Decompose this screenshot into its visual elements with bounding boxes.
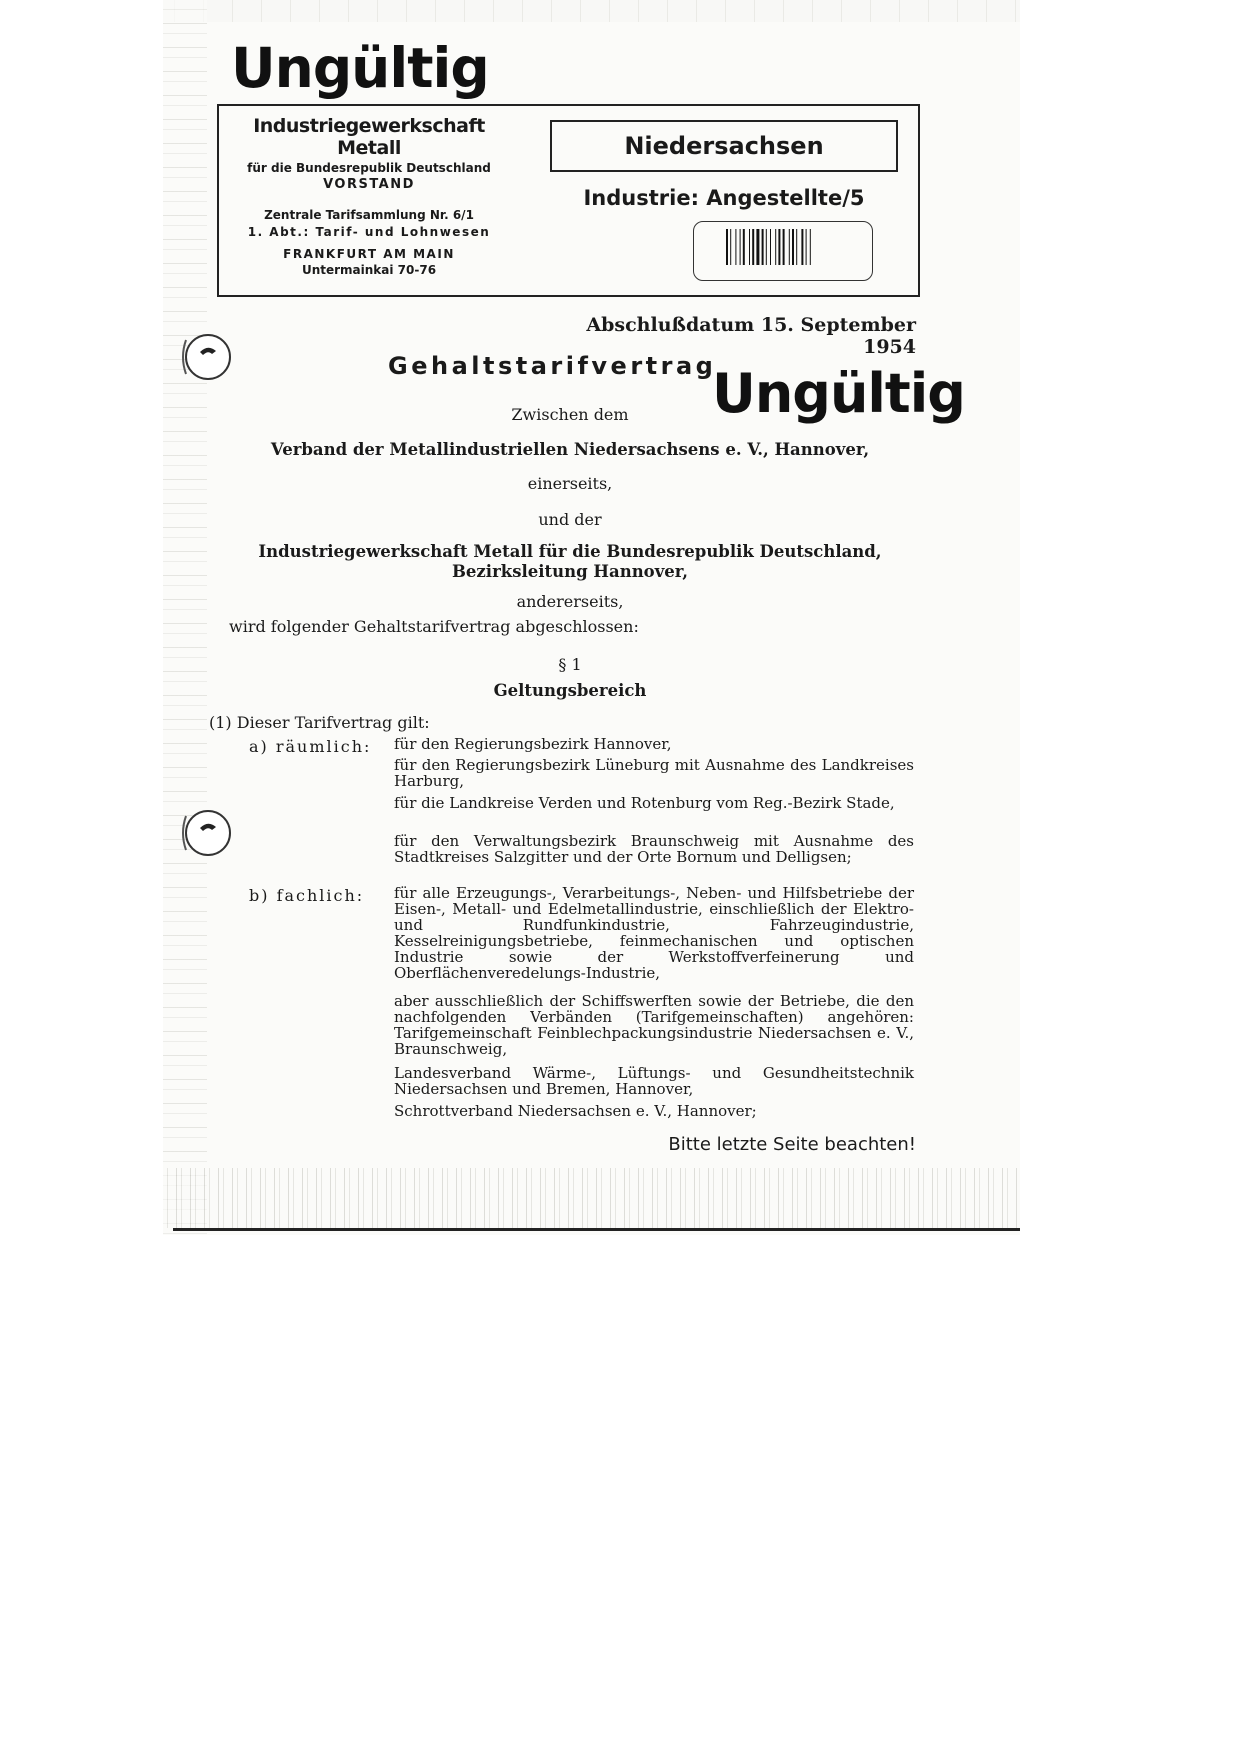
- barcode-bar: [810, 229, 811, 265]
- paragraph-title: Geltungsbereich: [493, 681, 647, 700]
- clause-1: (1) Dieser Tarifvertrag gilt:: [209, 713, 430, 732]
- closing-note: Bitte letzte Seite beachten!: [668, 1134, 916, 1155]
- party-1-role: einerseits,: [527, 474, 613, 493]
- scan-noise-top: [163, 0, 1020, 22]
- scope-spatial-label: a) räumlich:: [249, 737, 372, 756]
- sectoral-item: aber ausschließlich der Schiffswerften sowie der Betriebe, die den nachfolgenden Verbänden (Tarifgemeinschaften) angehören: Tarifgemeinschaft Feinblechpackungsindustrie Niedersachsen e. V., Braunschweig,: [394, 992, 914, 1058]
- spatial-item: für den Regierungsbezirk Lüneburg mit Ausnahme des Landkreises Harburg,: [394, 756, 914, 790]
- barcode-bar: [740, 229, 741, 265]
- barcode-bar: [735, 229, 736, 265]
- scan-noise-bottom: [163, 1168, 1020, 1228]
- barcode-bar: [752, 229, 754, 265]
- paragraph-number: § 1: [558, 655, 582, 674]
- issuer-line-3: Zentrale Tarifsammlung Nr. 6/1: [264, 208, 474, 222]
- party-2-line-1: Industriegewerkschaft Metall für die Bundesrepublik Deutschland,: [258, 542, 882, 561]
- issuer-line-4: 1. Abt.: Tarif- und Lohnwesen: [247, 225, 491, 239]
- barcode-bar: [796, 229, 797, 265]
- conclusion-date: Abschlußdatum 15. September 1954: [586, 314, 916, 358]
- category-label: Industrie: Angestellte/5: [583, 186, 865, 210]
- punch-hole-bottom: [178, 806, 232, 860]
- issuer-line-2: VORSTAND: [323, 177, 415, 192]
- scope-sectoral-label: b) fachlich:: [249, 886, 365, 905]
- region-label: Niedersachsen: [550, 120, 898, 172]
- issuer-address: Untermainkai 70-76: [301, 263, 437, 277]
- barcode-bar: [778, 229, 780, 265]
- issuer-name: Industriegewerkschaft Metall: [253, 115, 485, 159]
- barcode-bar: [775, 229, 776, 265]
- barcode-bar: [726, 229, 728, 265]
- stamp-invalid-top: Ungültig: [231, 36, 489, 100]
- document-title: Gehaltstarifvertrag: [388, 352, 717, 380]
- barcode-bar: [756, 229, 759, 265]
- conclusion-statement: wird folgender Gehaltstarifvertrag abgeschlossen:: [229, 617, 639, 636]
- barcode-bar: [749, 229, 750, 265]
- sectoral-item: Landesverband Wärme-, Lüftungs- und Gesundheitstechnik Niedersachsen und Bremen, Hannover,: [394, 1064, 914, 1098]
- and-label: und der: [538, 510, 602, 529]
- party-1: Verband der Metallindustriellen Niedersachsens e. V., Hannover,: [270, 440, 870, 459]
- punch-hole-top: [178, 330, 232, 384]
- barcode-bar: [792, 229, 794, 265]
- issuer-city: FRANKFURT AM MAIN: [283, 247, 455, 261]
- barcode: [693, 221, 873, 281]
- issuer-line-1: für die Bundesrepublik Deutschland: [247, 161, 491, 175]
- barcode-bar: [743, 229, 745, 265]
- barcode-bar: [806, 229, 807, 265]
- sectoral-item: Schrottverband Niedersachsen e. V., Hannover;: [394, 1102, 757, 1120]
- between-label: Zwischen dem: [511, 405, 629, 424]
- barcode-bar: [801, 229, 803, 265]
- party-2-role: andererseits,: [516, 592, 624, 611]
- issuer-block: [224, 115, 514, 277]
- page-bottom-rule: [173, 1228, 1020, 1231]
- stamp-invalid-middle: Ungültig: [712, 362, 965, 425]
- barcode-bar: [783, 229, 785, 265]
- spatial-item: für den Regierungsbezirk Hannover,: [394, 735, 672, 753]
- sectoral-item: für alle Erzeugungs-, Verarbeitungs-, Neben- und Hilfsbetriebe der Eisen-, Metall- und Edelmetallindustrie, einschließlich der Elektro- und Rundfunkindustrie, Fahrzeugindustrie, Kesselreinigungsbetriebe, feinmechanischen und optischen Industrie sowie der Werkstoffverfeinerung und Oberflächenveredelungs-Industrie,: [394, 884, 914, 982]
- scan-noise-left: [163, 0, 207, 1235]
- barcode-bar: [789, 229, 790, 265]
- spatial-item: für den Verwaltungsbezirk Braunschweig mit Ausnahme des Stadtkreises Salzgitter und der Orte Bornum und Delligsen;: [394, 832, 914, 866]
- barcode-bars: [726, 229, 842, 273]
- barcode-bar: [762, 229, 764, 265]
- spatial-item: für die Landkreise Verden und Rotenburg vom Reg.-Bezirk Stade,: [394, 794, 895, 812]
- party-2-line-2: Bezirksleitung Hannover,: [451, 562, 689, 581]
- barcode-bar: [770, 229, 771, 265]
- barcode-bar: [730, 229, 731, 265]
- barcode-bar: [766, 229, 767, 265]
